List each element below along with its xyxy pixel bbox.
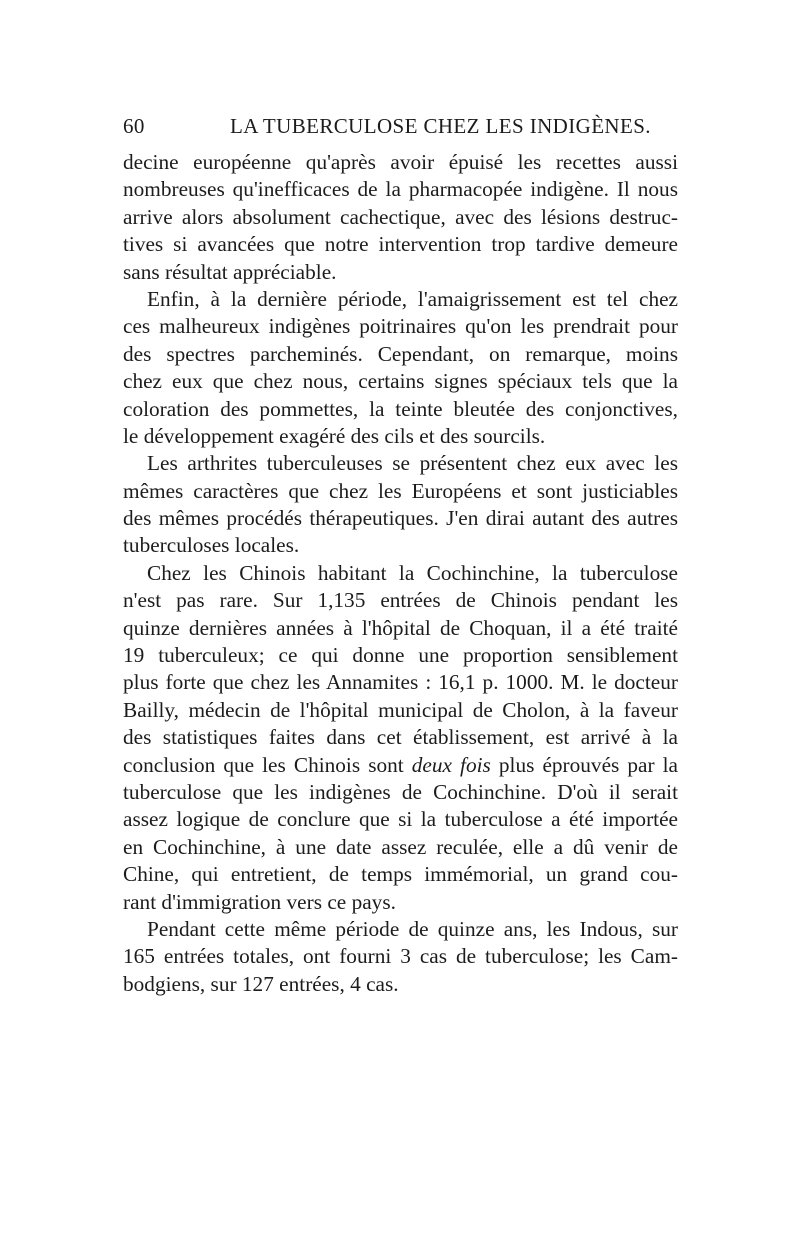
text-line: sans résultat appréciable. (123, 259, 337, 284)
text-line: des mêmes procédés thérapeutiques. J'en dirai autant des autres (123, 506, 678, 531)
text-segment: conclusion que les Chinois sont (123, 752, 412, 777)
text-line: mêmes caractères que chez les Européens et sont justiciables (123, 478, 678, 503)
running-head (123, 114, 678, 144)
emphasis: deux fois (411, 752, 491, 777)
text-line: coloration des pommettes, la teinte bleutée des conjonctives, (123, 396, 678, 421)
text-line: Enfin, à la dernière période, l'amaigrissement est tel chez (147, 286, 678, 311)
text-line: le développement exagéré des cils et des sourcils. (123, 423, 546, 448)
text-line: 19 tuberculeux; ce qui donne une proportion sensiblement (123, 643, 678, 668)
text-line: des statistiques faites dans cet établissement, est arrivé à la (123, 725, 678, 750)
text-line: tuberculose que les indigènes de Cochinchine. D'où il serait (123, 779, 678, 804)
text-line: arrive alors absolument cachectique, avec des lésions destruc- (123, 204, 678, 229)
page-number: 60 (123, 114, 145, 138)
text-line: quinze dernières années à l'hôpital de Choquan, il a été traité (123, 615, 678, 640)
text-line: assez logique de conclure que si la tuberculose a été importée (123, 807, 678, 832)
text-line: 165 entrées totales, ont fourni 3 cas de tuberculose; les Cam- (123, 944, 678, 969)
body-text (123, 149, 678, 998)
text-line: nombreuses qu'inefficaces de la pharmacopée indigène. Il nous (123, 177, 678, 202)
text-line: rant d'immigration vers ce pays. (123, 889, 396, 914)
text-line: bodgiens, sur 127 entrées, 4 cas. (123, 971, 399, 996)
text-line (123, 752, 678, 779)
text-line: des spectres parcheminés. Cependant, on remarque, moins (123, 341, 678, 366)
text-line: tuberculoses locales. (123, 533, 300, 558)
text-line: Chez les Chinois habitant la Cochinchine, la tuberculose (147, 560, 678, 585)
text-line: ces malheureux indigènes poitrinaires qu'on les prendrait pour (123, 314, 678, 339)
text-line: Bailly, médecin de l'hôpital municipal de Cholon, à la faveur (123, 697, 678, 722)
text-line: tives si avancées que notre intervention trop tardive demeure (123, 232, 678, 257)
text-line: Pendant cette même période de quinze ans, les Indous, sur (147, 916, 678, 941)
text-line: plus forte que chez les Annamites : 16,1 p. 1000. M. le docteur (123, 670, 678, 695)
text-line: decine européenne qu'après avoir épuisé les recettes aussi (123, 150, 678, 174)
text-line: n'est pas rare. Sur 1,135 entrées de Chinois pendant les (123, 588, 678, 613)
text-segment: plus éprouvés par la (490, 752, 679, 777)
text-line: Chine, qui entretient, de temps immémorial, un grand cou- (123, 862, 678, 887)
running-title: LA TUBERCULOSE CHEZ LES INDIGÈNES. (230, 114, 651, 138)
text-line: chez eux que chez nous, certains signes spéciaux tels que la (123, 369, 678, 394)
text-line: en Cochinchine, à une date assez reculée, elle a dû venir de (123, 834, 678, 859)
text-line: Les arthrites tuberculeuses se présentent chez eux avec les (147, 451, 678, 476)
